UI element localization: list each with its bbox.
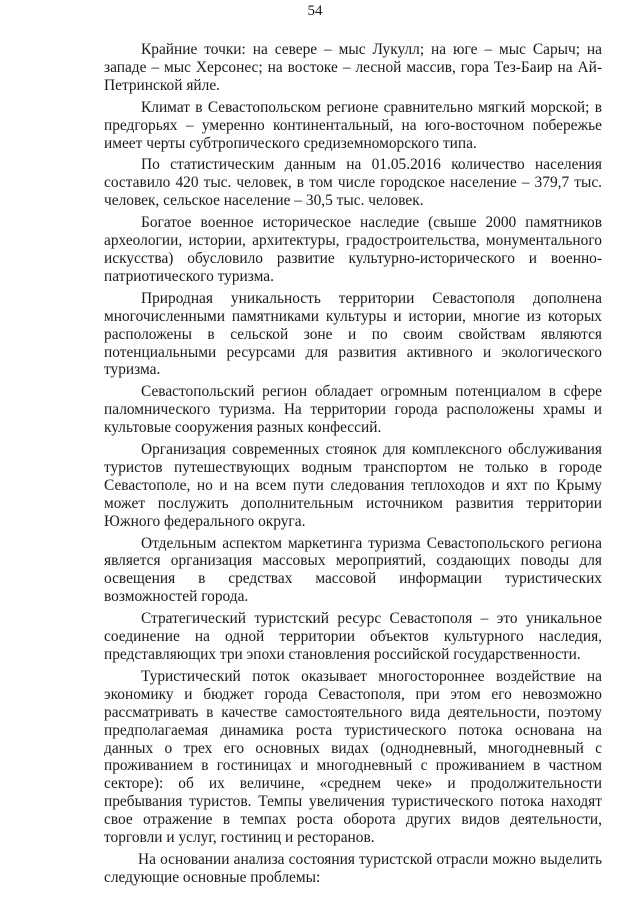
paragraph-extreme-points: Крайние точки: на севере – мыс Лукулл; на юге – мыс Сарыч; на западе – мыс Херсонес; на востоке – лесной массив, гора Тез-Баир на Ай-Петринской яйле. bbox=[104, 41, 602, 94]
paragraph-marketing: Отдельным аспектом маркетинга туризма Севастопольского региона является организация массовых мероприятий, создающих поводы для освещения в средствах массовой информации туристических возможностей города. bbox=[104, 534, 602, 606]
paragraph-marinas: Организация современных стоянок для комплексного обслуживания туристов путешествующих водным транспортом не только в городе Севастополе, но и на всем пути следования теплоходов и яхт по Крыму может послужить дополнительным источником развития территории Южного федерального округа. bbox=[104, 441, 602, 530]
paragraph-pilgrimage: Севастопольский регион обладает огромным потенциалом в сфере паломнического туризма. На территории города расположены храмы и культовые сооружения разных конфессий. bbox=[104, 383, 602, 437]
document-body bbox=[104, 41, 602, 887]
paragraph-heritage: Богатое военное историческое наследие (свыше 2000 памятников археологии, истории, архитектуры, градостроительства, монументального искусства) обусловило развитие культурно-исторического и военно-патриотического туризма. bbox=[104, 214, 602, 285]
paragraph-strategic-resource: Стратегический туристский ресурс Севастополя – это уникальное соединение на одной территории объектов культурного наследия, представляющих три эпохи становления российской государственности. bbox=[104, 610, 602, 663]
page-number: 54 bbox=[307, 3, 323, 19]
paragraph-natural-uniqueness: Природная уникальность территории Севастополя дополнена многочисленными памятниками культуры и истории, многие из которых расположены в сельской зоне и по своим свойствам являются потенциальными ресурсами для развития активного и экологического туризма. bbox=[104, 289, 602, 379]
paragraph-population: По статистическим данным на 01.05.2016 количество населения составило 420 тыс. человек, в том числе городское население – 379,7 тыс. человек, сельское население – 30,5 тыс. человек. bbox=[104, 156, 602, 210]
paragraph-climate: Климат в Севастопольском регионе сравнительно мягкий морской; в предгорьях – умеренно континентальный, на юго-восточном побережье имеет черты субтропического средиземноморского типа. bbox=[104, 98, 602, 152]
paragraph-tourist-flow: Туристический поток оказывает многостороннее воздействие на экономику и бюджет города Севастополя, при этом его невозможно рассматривать в качестве самостоятельного вида деятельности, поэтому предполагаемая динамика роста туристического потока основана на данных о трех его основных видах (однодневный, многодневный с проживанием в гостиницах и многодневный с проживанием в частном секторе): об их величине, «среднем чеке» и продолжительности пребывания туристов. Темпы увеличения туристического потока находят свое отражение в темпах роста оборота других видов деятельности, торговли и услуг, гостиниц и ресторанов. bbox=[104, 667, 602, 847]
paragraph-problems-intro: На основании анализа состояния туристской отрасли можно выделить следующие основные проблемы: bbox=[104, 850, 602, 886]
